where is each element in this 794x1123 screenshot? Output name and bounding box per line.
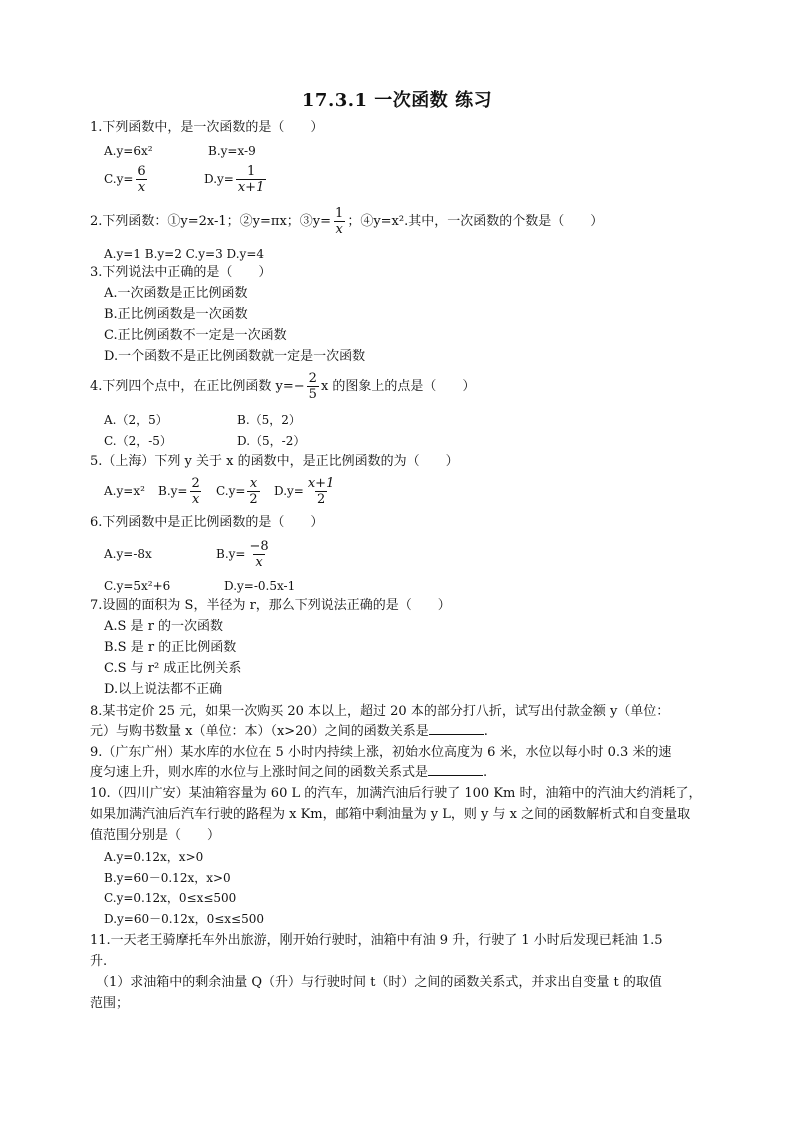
question-9-line-1: 9.（广东广州）某水库的水位在 5 小时内持续上涨，初始水位高度为 6 米，水位以每小时 0.3 米的速 [90,745,672,760]
fraction: $\frac{2}{x}$ [191,476,200,507]
question-8-line-1: 8.某书定价 25 元，如果一次购买 20 本以上，超过 20 本的部分打八折，试写出付款金额 y（单位： [90,704,670,719]
q6-option-d: D.y=-0.5x-1 [224,579,296,593]
question-4-stem: 4.下列四个点中，在正比例函数 y=− $\frac{2}{5}$ x 的图象上的点是（ ） [90,371,476,402]
answer-blank [429,722,484,735]
q4-option-c: C.（2，-5） [104,434,172,448]
q6-option-c: C.y=5x²+6 [104,579,171,593]
fraction: $\frac{6}{x}$ [137,164,146,195]
question-1-stem: 1.下列函数中，是一次函数的是（ ） [90,120,324,135]
q5-option-a: A.y=x² [104,484,145,498]
q7-option-d: D.以上说法都不正确 [104,682,223,697]
question-10-line-3: 值范围分别是（ ） [90,828,221,843]
question-11-line-1: 11.一天老王骑摩托车外出旅游，刚开始行驶时，油箱中有油 9 升，行驶了 1 小时后发现已耗油 1.5 [90,933,663,948]
page-title: 17.3.1 一次函数 练习 [301,90,493,111]
q1-option-d: D.y= $\frac{1}{x+1}$ [204,164,265,195]
fraction: $\frac{1}{x}$ [335,206,344,237]
q3-option-a: A.一次函数是正比例函数 [104,286,248,301]
q2-options: A.y=1 B.y=2 C.y=3 D.y=4 [104,247,265,261]
q1-option-c: C.y= $\frac{6}{x}$ [104,164,146,195]
q6-option-b: B.y= $\frac{-8}{x}$ [216,539,269,570]
q3-option-d: D.一个函数不是正比例函数就一定是一次函数 [104,349,366,364]
question-3-stem: 3.下列说法中正确的是（ ） [90,265,272,280]
fraction: $\frac{x}{2}$ [249,476,258,507]
q10-option-c: C.y=0.12x，0≤x≤500 [104,891,237,905]
q1-option-b: B.y=x-9 [208,144,256,158]
question-11-part-1-line-1: （1）求油箱中的剩余油量 Q（升）与行驶时间 t（时）之间的函数关系式，并求出自变量 t 的取值 [96,975,662,990]
q4-option-a: A.（2，5） [104,413,168,427]
fraction: $\frac{2}{5}$ [308,371,317,402]
q10-option-d: D.y=60－0.12x，0≤x≤500 [104,912,265,926]
question-11-line-2: 升. [90,954,108,969]
answer-blank [428,763,483,776]
question-10-line-1: 10.（四川广安）某油箱容量为 60 L 的汽车，加满汽油后行驶了 100 Km 时，油箱中的汽油大约消耗了， [90,786,702,801]
question-6-stem: 6.下列函数中是正比例函数的是（ ） [90,515,324,530]
fraction: $\frac{1}{x+1}$ [237,164,265,195]
q1-option-a: A.y=6x² [104,144,153,158]
q3-option-b: B.正比例函数是一次函数 [104,307,248,322]
question-7-stem: 7.设圆的面积为 S，半径为 r，那么下列说法正确的是（ ） [90,598,451,613]
fraction: $\frac{x+1}{2}$ [307,476,335,507]
question-10-line-2: 如果加满汽油后汽车行驶的路程为 x Km，邮箱中剩油量为 y L，则 y 与 x 之间的函数解析式和自变量取 [90,807,691,822]
fraction: $\frac{-8}{x}$ [249,539,269,570]
question-8-line-2: 元）与购书数量 x（单位：本）（x>20）之间的函数关系是 . [90,724,488,739]
q5-option-d: D.y= $\frac{x+1}{2}$ [274,476,335,507]
q10-option-b: B.y=60－0.12x，x>0 [104,871,231,885]
q10-option-a: A.y=0.12x，x>0 [104,850,204,864]
q4-option-b: B.（5，2） [237,413,301,427]
q6-option-a: A.y=-8x [104,547,152,561]
q7-option-a: A.S 是 r 的一次函数 [104,619,224,634]
q3-option-c: C.正比例函数不一定是一次函数 [104,328,287,343]
question-9-line-2: 度匀速上升，则水库的水位与上涨时间之间的函数关系式是 . [90,765,488,780]
q5-option-b: B.y= $\frac{2}{x}$ [158,476,200,507]
question-11-part-1-line-2: 范围； [90,996,130,1011]
q7-option-c: C.S 与 r² 成正比例关系 [104,661,242,676]
question-2-stem: 2.下列函数：①y=2x-1；②y=πx；③y= $\frac{1}{x}$ ；④y=x².其中，一次函数的个数是（ ） [90,206,604,237]
q7-option-b: B.S 是 r 的正比例函数 [104,640,237,655]
q5-option-c: C.y= $\frac{x}{2}$ [216,476,258,507]
question-5-stem: 5.（上海）下列 y 关于 x 的函数中，是正比例函数的为（ ） [90,454,459,469]
q4-option-d: D.（5，-2） [237,434,306,448]
